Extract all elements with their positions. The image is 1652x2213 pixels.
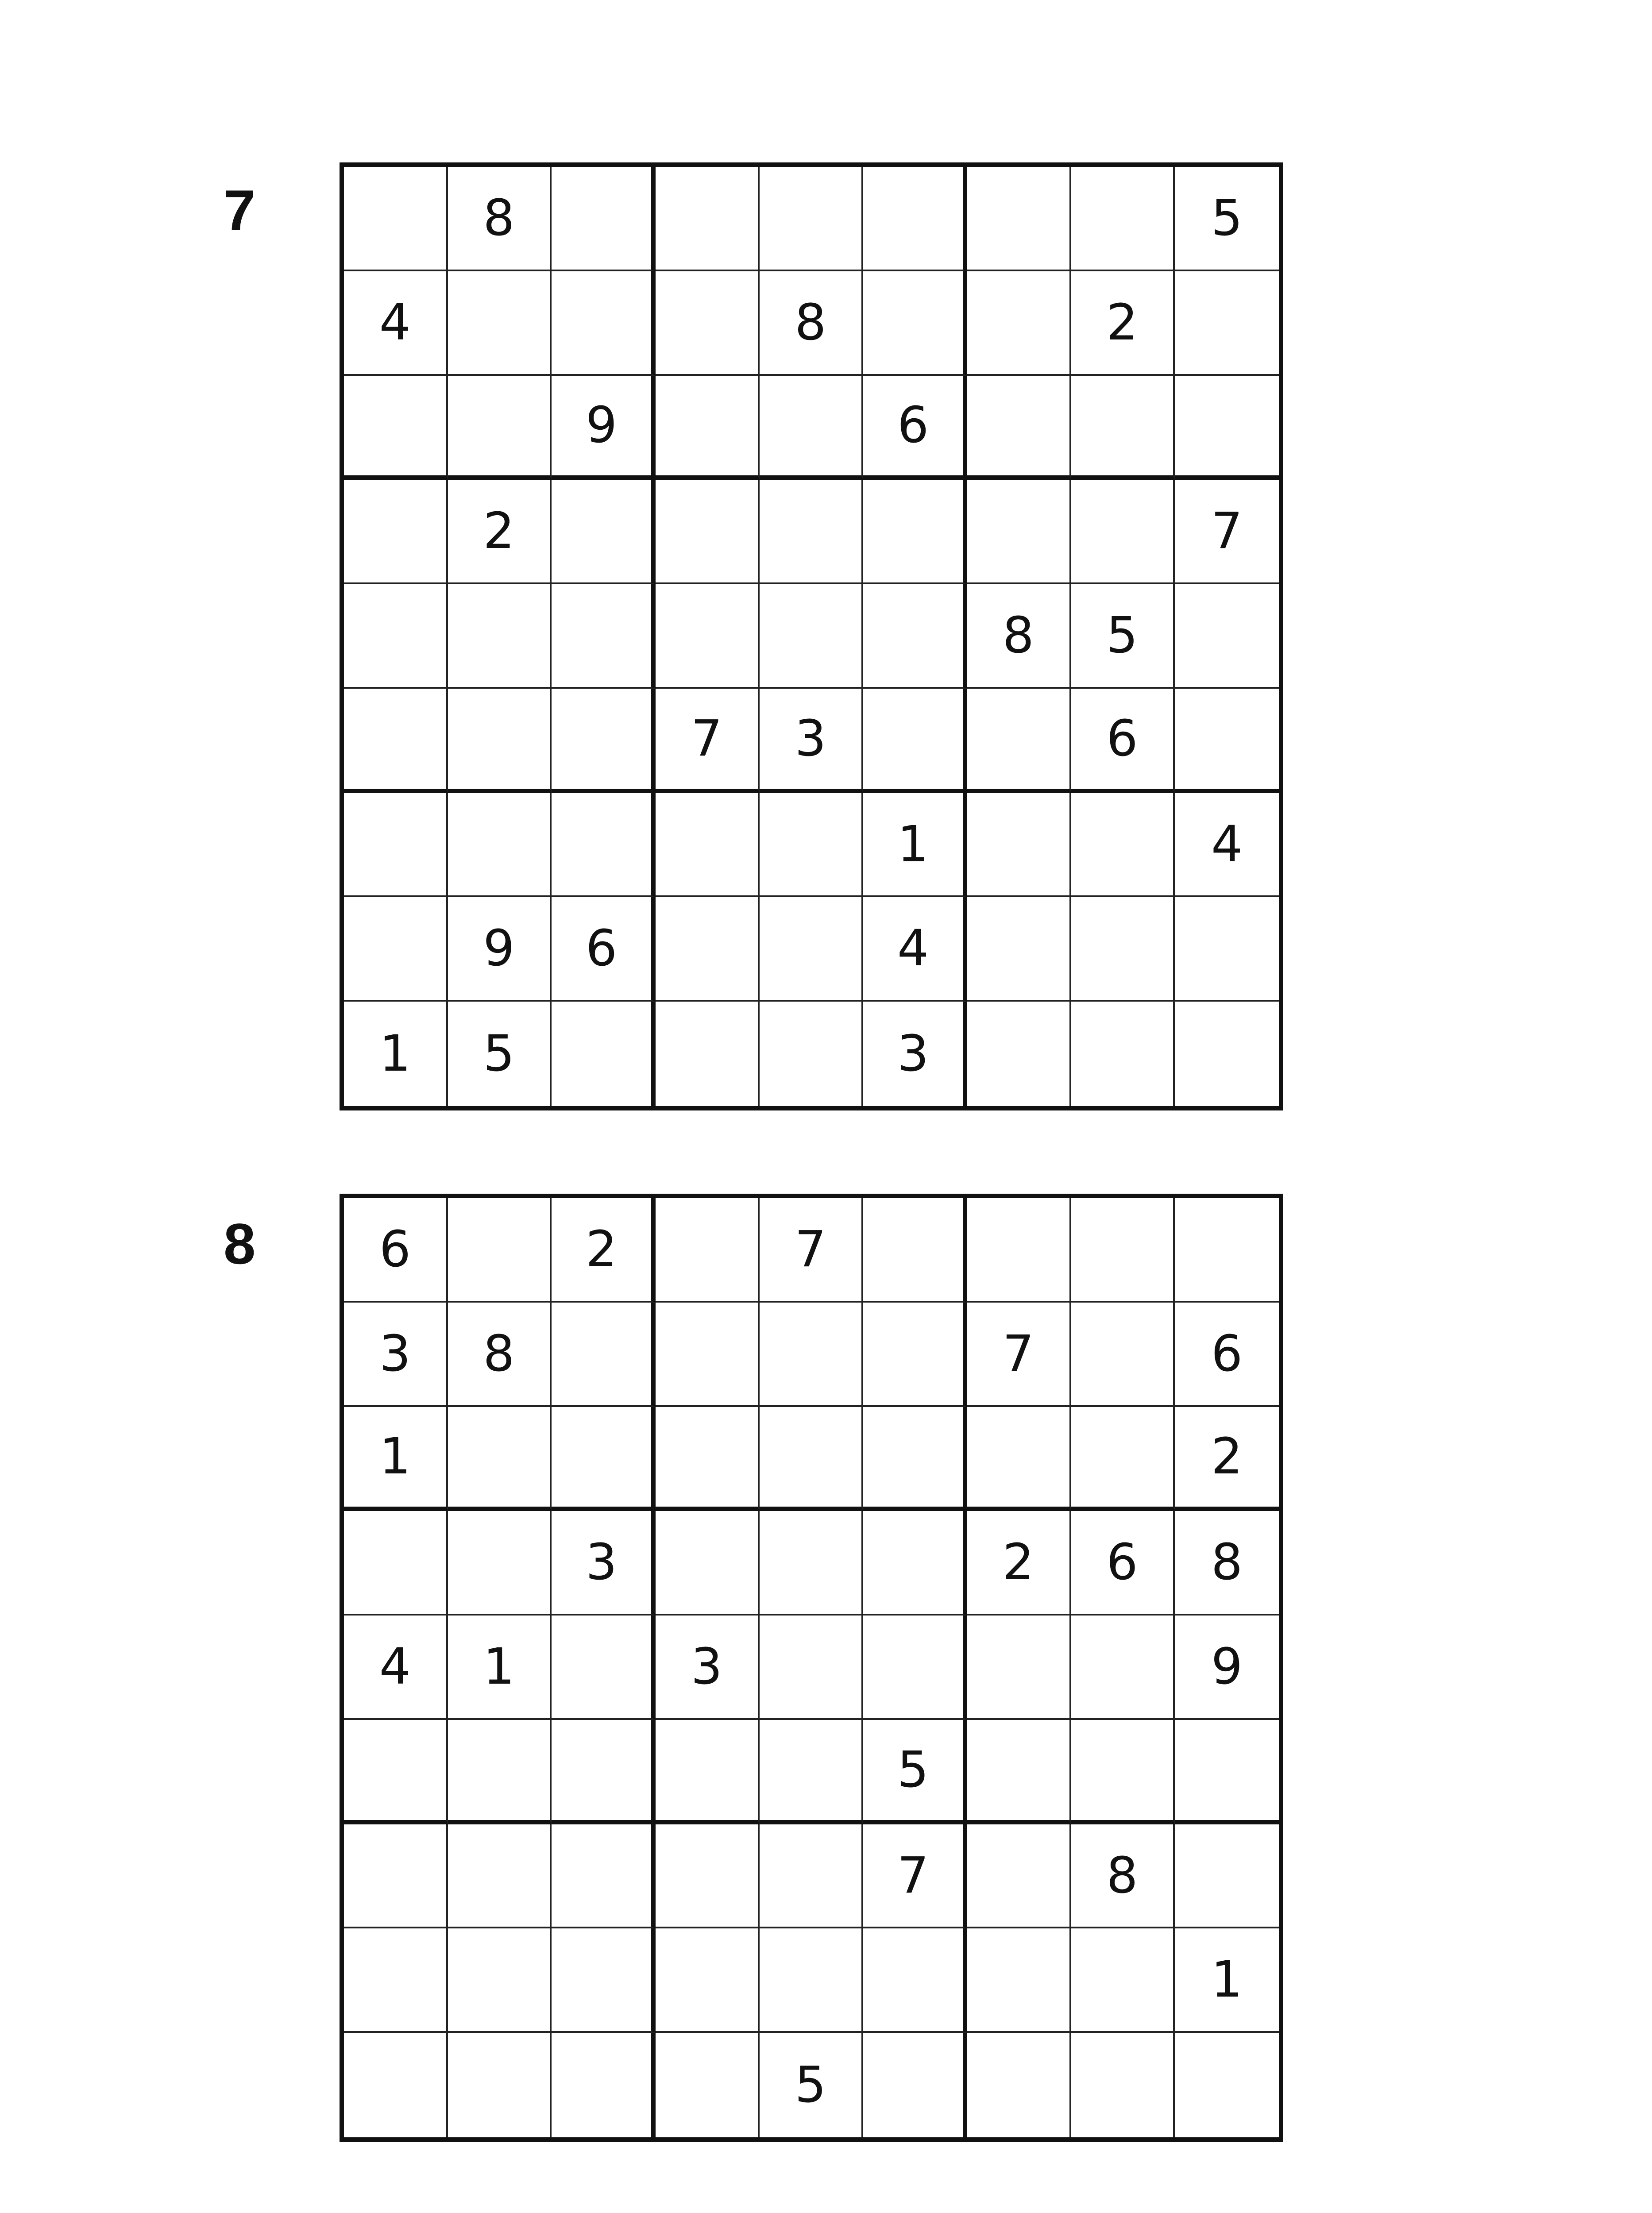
sudoku-cell[interactable]: 9: [448, 897, 552, 1002]
sudoku-cell[interactable]: [1071, 480, 1175, 584]
sudoku-cell[interactable]: 8: [448, 167, 552, 271]
sudoku-cell[interactable]: [656, 1303, 760, 1407]
sudoku-cell[interactable]: [760, 480, 864, 584]
sudoku-cell[interactable]: [760, 1720, 864, 1824]
sudoku-cell[interactable]: [863, 167, 967, 271]
sudoku-cell[interactable]: [1071, 1198, 1175, 1303]
sudoku-cell[interactable]: 7: [760, 1198, 864, 1303]
sudoku-cell[interactable]: [760, 1615, 864, 1720]
sudoku-cell[interactable]: [344, 1511, 448, 1615]
sudoku-cell[interactable]: 1: [863, 793, 967, 898]
sudoku-cell[interactable]: 7: [656, 689, 760, 793]
sudoku-cell[interactable]: [1071, 1303, 1175, 1407]
sudoku-cell[interactable]: [344, 480, 448, 584]
sudoku-cell[interactable]: [967, 167, 1071, 271]
sudoku-cell[interactable]: 5: [448, 1002, 552, 1106]
sudoku-cell[interactable]: [1071, 2033, 1175, 2137]
sudoku-cell[interactable]: [967, 376, 1071, 480]
sudoku-cell[interactable]: [1175, 1002, 1279, 1106]
sudoku-cell[interactable]: 1: [1175, 1928, 1279, 2033]
sudoku-cell[interactable]: [344, 2033, 448, 2137]
sudoku-cell[interactable]: [967, 1824, 1071, 1929]
sudoku-cell[interactable]: [1071, 376, 1175, 480]
sudoku-cell[interactable]: 4: [344, 1615, 448, 1720]
sudoku-cell[interactable]: [552, 1407, 656, 1511]
sudoku-cell[interactable]: [760, 376, 864, 480]
sudoku-cell[interactable]: [344, 793, 448, 898]
sudoku-cell[interactable]: [1175, 2033, 1279, 2137]
sudoku-cell[interactable]: [760, 584, 864, 689]
sudoku-board: [340, 1194, 1283, 2142]
sudoku-cell[interactable]: [1175, 584, 1279, 689]
sudoku-cell[interactable]: 6: [552, 897, 656, 1002]
sudoku-cell[interactable]: 2: [1071, 271, 1175, 376]
sudoku-cell[interactable]: [863, 2033, 967, 2137]
sudoku-cell[interactable]: [552, 1928, 656, 2033]
sudoku-cell[interactable]: [552, 689, 656, 793]
sudoku-cell[interactable]: [656, 480, 760, 584]
sudoku-cell[interactable]: 3: [760, 689, 864, 793]
sudoku-cell[interactable]: 4: [1175, 793, 1279, 898]
sudoku-cell[interactable]: [552, 2033, 656, 2137]
sudoku-cell[interactable]: [552, 1824, 656, 1929]
sudoku-cell[interactable]: [863, 1928, 967, 2033]
sudoku-cell[interactable]: 8: [1175, 1511, 1279, 1615]
sudoku-cell[interactable]: 5: [760, 2033, 864, 2137]
sudoku-cell[interactable]: 1: [344, 1002, 448, 1106]
sudoku-cell[interactable]: 1: [448, 1615, 552, 1720]
sudoku-cell[interactable]: 7: [863, 1824, 967, 1929]
sudoku-cell[interactable]: [656, 584, 760, 689]
sudoku-cell[interactable]: [656, 1824, 760, 1929]
sudoku-cell[interactable]: [760, 1407, 864, 1511]
sudoku-cell[interactable]: 6: [1071, 689, 1175, 793]
sudoku-cell[interactable]: [552, 480, 656, 584]
sudoku-cell[interactable]: [344, 1824, 448, 1929]
sudoku-cell[interactable]: [656, 1720, 760, 1824]
sudoku-cell[interactable]: [448, 793, 552, 898]
sudoku-cell[interactable]: 5: [1175, 167, 1279, 271]
sudoku-cell[interactable]: [1071, 167, 1175, 271]
sudoku-cell[interactable]: 5: [1071, 584, 1175, 689]
sudoku-cell[interactable]: [656, 1511, 760, 1615]
sudoku-cell[interactable]: [656, 1002, 760, 1106]
sudoku-cell[interactable]: [1071, 1720, 1175, 1824]
sudoku-cell[interactable]: [967, 1002, 1071, 1106]
sudoku-cell[interactable]: [344, 167, 448, 271]
sudoku-cell[interactable]: [1071, 897, 1175, 1002]
sudoku-cell[interactable]: 2: [448, 480, 552, 584]
sudoku-cell[interactable]: [448, 1198, 552, 1303]
sudoku-cell[interactable]: 4: [344, 271, 448, 376]
sudoku-cell[interactable]: [967, 1720, 1071, 1824]
sudoku-cell[interactable]: [448, 689, 552, 793]
sudoku-cell[interactable]: 8: [448, 1303, 552, 1407]
sudoku-cell[interactable]: [656, 1407, 760, 1511]
sudoku-cell[interactable]: [863, 584, 967, 689]
sudoku-cell[interactable]: [863, 480, 967, 584]
sudoku-cell[interactable]: [656, 167, 760, 271]
sudoku-cell[interactable]: 8: [967, 584, 1071, 689]
sudoku-cell[interactable]: [448, 1928, 552, 2033]
sudoku-cell[interactable]: 3: [863, 1002, 967, 1106]
sudoku-cell[interactable]: 4: [863, 897, 967, 1002]
sudoku-cell[interactable]: [967, 1615, 1071, 1720]
sudoku-cell[interactable]: 7: [1175, 480, 1279, 584]
sudoku-cell[interactable]: 5: [863, 1720, 967, 1824]
sudoku-cell[interactable]: [863, 1198, 967, 1303]
sudoku-cell[interactable]: [1175, 1720, 1279, 1824]
sudoku-cell[interactable]: [760, 1928, 864, 2033]
sudoku-cell[interactable]: [1071, 1407, 1175, 1511]
sudoku-cell[interactable]: [344, 897, 448, 1002]
sudoku-cell[interactable]: 8: [760, 271, 864, 376]
sudoku-cell[interactable]: [863, 1511, 967, 1615]
sudoku-cell[interactable]: [760, 1002, 864, 1106]
sudoku-cell[interactable]: 8: [1071, 1824, 1175, 1929]
sudoku-cell[interactable]: [967, 1928, 1071, 2033]
sudoku-cell[interactable]: [344, 376, 448, 480]
sudoku-cell[interactable]: [967, 897, 1071, 1002]
sudoku-cell[interactable]: [1071, 1002, 1175, 1106]
sudoku-cell[interactable]: 1: [344, 1407, 448, 1511]
sudoku-cell[interactable]: 7: [967, 1303, 1071, 1407]
sudoku-cell[interactable]: [863, 1303, 967, 1407]
puzzle-number: 7: [224, 178, 256, 243]
sudoku-board: [340, 162, 1283, 1110]
sudoku-cell[interactable]: [863, 271, 967, 376]
sudoku-cell[interactable]: [1175, 897, 1279, 1002]
sudoku-cell[interactable]: [1071, 1928, 1175, 2033]
sudoku-cell[interactable]: 3: [552, 1511, 656, 1615]
sudoku-cell[interactable]: [967, 271, 1071, 376]
sudoku-cell[interactable]: [760, 793, 864, 898]
sudoku-cell[interactable]: [344, 1928, 448, 2033]
sudoku-cell[interactable]: [760, 167, 864, 271]
sudoku-cell[interactable]: [760, 1824, 864, 1929]
sudoku-cell[interactable]: [1175, 1824, 1279, 1929]
sudoku-cell[interactable]: [863, 1615, 967, 1720]
sudoku-cell[interactable]: [1071, 1615, 1175, 1720]
sudoku-cell[interactable]: 3: [656, 1615, 760, 1720]
sudoku-cell[interactable]: [863, 1407, 967, 1511]
sudoku-cell[interactable]: [344, 1720, 448, 1824]
sudoku-cell[interactable]: [967, 793, 1071, 898]
sudoku-cell[interactable]: [967, 2033, 1071, 2137]
sudoku-cell[interactable]: [967, 480, 1071, 584]
sudoku-cell[interactable]: [552, 1303, 656, 1407]
sudoku-cell[interactable]: 2: [1175, 1407, 1279, 1511]
sudoku-cell[interactable]: [448, 1824, 552, 1929]
sudoku-cell[interactable]: [967, 689, 1071, 793]
sudoku-cell[interactable]: [552, 167, 656, 271]
sudoku-cell[interactable]: [448, 2033, 552, 2137]
sudoku-cell[interactable]: [863, 689, 967, 793]
sudoku-cell[interactable]: [344, 584, 448, 689]
sudoku-cell[interactable]: [1175, 689, 1279, 793]
sudoku-cell[interactable]: 9: [552, 376, 656, 480]
sudoku-cell[interactable]: 3: [344, 1303, 448, 1407]
sudoku-cell[interactable]: 2: [552, 1198, 656, 1303]
sudoku-cell[interactable]: [656, 376, 760, 480]
sudoku-cell[interactable]: [552, 1720, 656, 1824]
puzzle-number: 8: [224, 1211, 256, 1276]
sudoku-cell[interactable]: [448, 1720, 552, 1824]
sudoku-cell[interactable]: [448, 376, 552, 480]
sudoku-cell[interactable]: [552, 1002, 656, 1106]
sudoku-cell[interactable]: [1175, 271, 1279, 376]
sudoku-cell[interactable]: 6: [1175, 1303, 1279, 1407]
sudoku-cell[interactable]: [344, 689, 448, 793]
sudoku-cell[interactable]: [448, 1511, 552, 1615]
sudoku-cell[interactable]: 6: [863, 376, 967, 480]
sudoku-cell[interactable]: 2: [967, 1511, 1071, 1615]
sudoku-cell[interactable]: [656, 897, 760, 1002]
sudoku-cell[interactable]: [760, 897, 864, 1002]
sudoku-cell[interactable]: [1175, 1198, 1279, 1303]
sudoku-cell[interactable]: [967, 1407, 1071, 1511]
sudoku-cell[interactable]: [552, 1615, 656, 1720]
sudoku-cell[interactable]: [448, 1407, 552, 1511]
sudoku-cell[interactable]: [1071, 793, 1175, 898]
sudoku-cell[interactable]: [1175, 376, 1279, 480]
sudoku-cell[interactable]: [552, 584, 656, 689]
sudoku-cell[interactable]: 9: [1175, 1615, 1279, 1720]
sudoku-cell[interactable]: 6: [1071, 1511, 1175, 1615]
sudoku-cell[interactable]: [656, 1198, 760, 1303]
sudoku-cell[interactable]: [448, 271, 552, 376]
sudoku-cell[interactable]: [760, 1303, 864, 1407]
sudoku-cell[interactable]: [448, 584, 552, 689]
sudoku-cell[interactable]: [552, 793, 656, 898]
sudoku-cell[interactable]: [760, 1511, 864, 1615]
sudoku-cell[interactable]: [656, 271, 760, 376]
sudoku-cell[interactable]: [552, 271, 656, 376]
sudoku-cell[interactable]: [656, 793, 760, 898]
sudoku-cell[interactable]: 6: [344, 1198, 448, 1303]
sudoku-cell[interactable]: [656, 1928, 760, 2033]
sudoku-cell[interactable]: [967, 1198, 1071, 1303]
sudoku-cell[interactable]: [656, 2033, 760, 2137]
